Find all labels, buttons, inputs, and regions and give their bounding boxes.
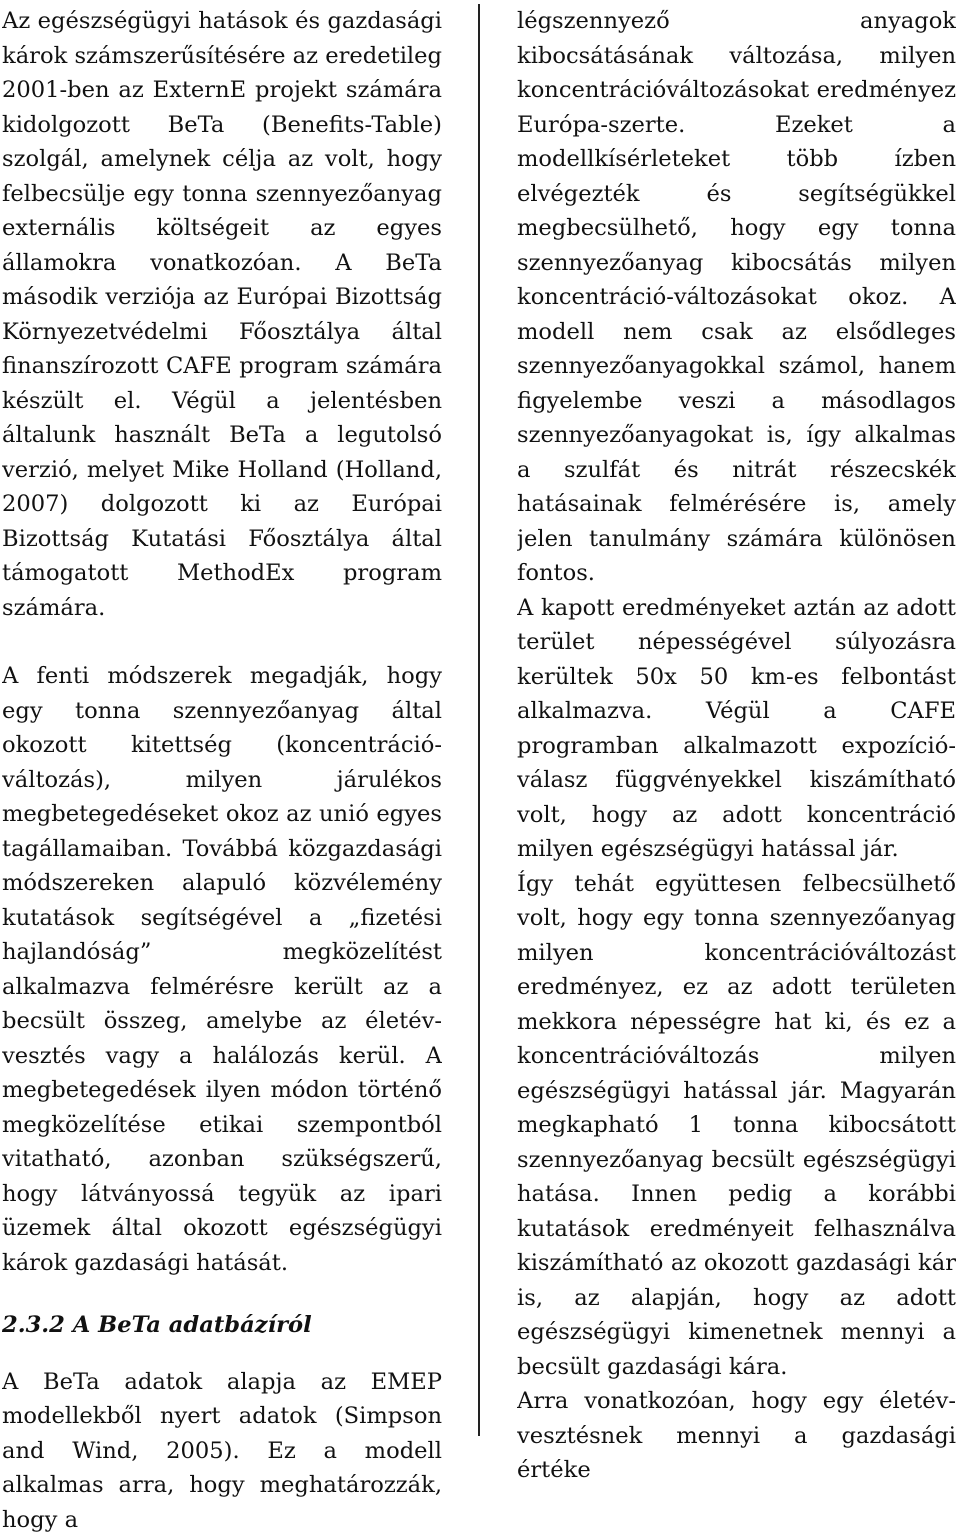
section-heading: 2.3.2 A BeTa adatbázíról [2,1308,442,1343]
right-column [517,4,956,1488]
paragraph-estimation: Így tehát együttesen felbecsülhető volt, hogy egy tonna szennyezőanyag milyen koncentrációváltozást eredményez, ez az adott területen mekkora népességre hat ki, és ez a koncentrációváltozás milyen egészségügyi hatással jár. Magyarán megkapható 1 tonna kibocsátott szennyezőanyag becsült egészségügyi hatása. Innen pedig a korábbi kutatások eredményeit felhasználva kiszámítható az okozott gazdasági kár is, az alapján, hogy az adott egészségügyi kimenetnek mennyi a becsült gazdasági kára. [517,867,956,1385]
paragraph-beta-data: A BeTa adatok alapja az EMEP modellekből nyert adatok (Simpson and Wind, 2005). Ez a modell alkalmas arra, hogy meghatározzák, hogy a [2,1365,442,1537]
column-divider [478,4,480,1436]
paragraph-population-weighting: A kapott eredményeket aztán az adott terület népességével súlyozásra kerültek 50x 50 km-es felbontást alkalmazva. Végül a CAFE programban alkalmazott expozíció-válasz függvényekkel kiszámítható volt, hogy az adott koncentráció milyen egészségügyi hatással jár. [517,591,956,867]
paragraph-beta-origin: Az egészségügyi hatások és gazdasági károk számszerűsítésére az eredetileg 2001-ben az ExternE projekt számára kidolgozott BeTa (Benefits-Table) szolgál, amelynek célja az volt, hogy felbecsülje egy tonna szennyezőanyag externális költségeit az egyes államokra vonatkozóan. A BeTa második verziója az Európai Bizottság Környezetvédelmi Főosztálya által finanszírozott CAFE program számára készült el. Végül a jelentésben általunk használt BeTa a legutolsó verzió, melyet Mike Holland (Holland, 2007) dolgozott ki az Európai Bizottság Kutatási Főosztálya által támogatott MethodEx program számára. [2,4,442,625]
paragraph-life-year: Arra vonatkozóan, hogy egy életév-vesztésnek mennyi a gazdasági értéke [517,1384,956,1488]
left-column [2,4,442,1537]
paragraph-model: légszennyező anyagok kibocsátásának változása, milyen koncentrációváltozásokat eredményez Európa-szerte. Ezeket a modellkísérleteket több ízben elvégezték és segítségükkel megbecsülhető, hogy egy tonna szennyezőanyag kibocsátás milyen koncentráció-változásokat okoz. A modell nem csak az elsődleges szennyezőanyagokkal számol, hanem figyelembe veszi a másodlagos szennyezőanyagokat is, így alkalmas a szulfát és nitrát részecskék hatásainak felmérésére is, amely jelen tanulmány számára különösen fontos. [517,4,956,591]
paragraph-methods: A fenti módszerek megadják, hogy egy tonna szennyezőanyag által okozott kitettség (koncentráció-változás), milyen járulékos megbetegedéseket okoz az unió egyes tagállamaiban. Továbbá közgazdasági módszereken alapuló közvélemény kutatások segítségével a „fizetési hajlandóság” megközelítést alkalmazva felmérésre került az a becsült összeg, amelybe az életév-vesztés vagy a halálozás kerül. A megbetegedések ilyen módon történő megközelítése etikai szempontból vitatható, azonban szükségszerű, hogy látványossá tegyük az ipari üzemek által okozott egészségügyi károk gazdasági hatását. [2,659,442,1280]
